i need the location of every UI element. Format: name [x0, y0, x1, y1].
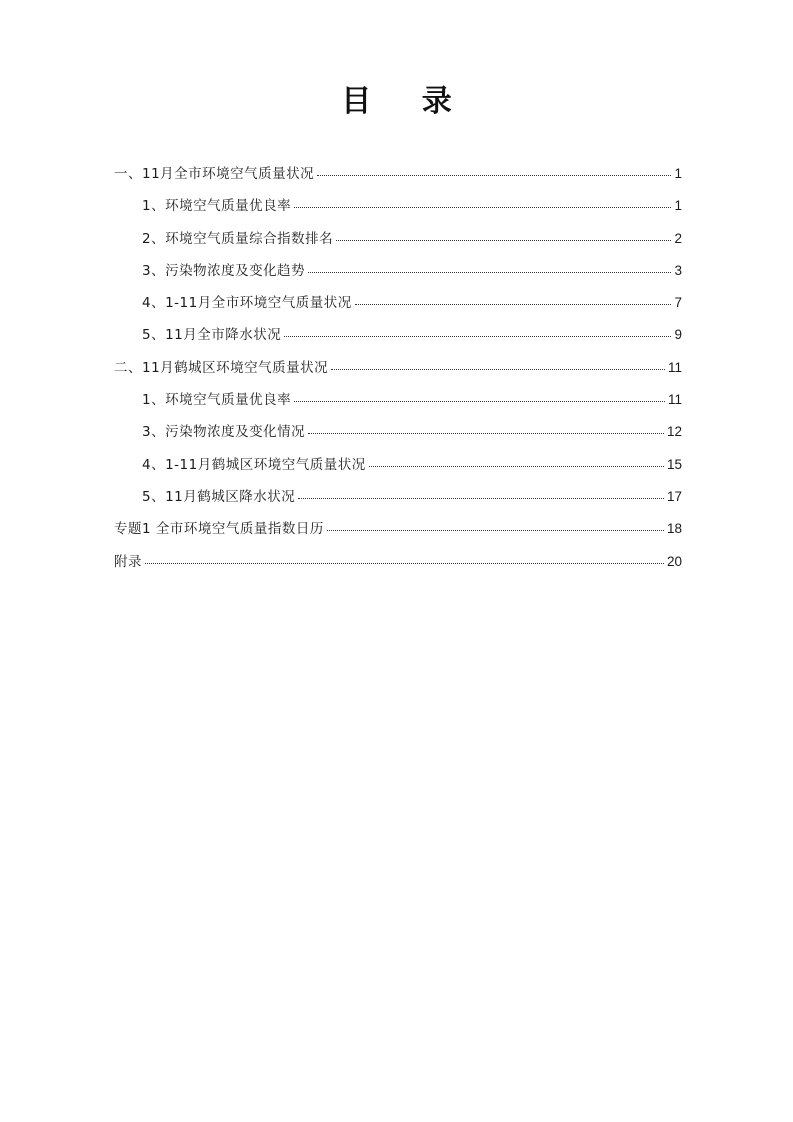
toc-entry[interactable] [114, 416, 682, 448]
toc-entry-label: 4、1-11月全市环境空气质量状况 [142, 295, 352, 312]
toc-entry-label: 1、环境空气质量优良率 [142, 392, 292, 409]
dot-leader [308, 258, 671, 273]
toc-entry-page-number: 20 [666, 553, 682, 569]
toc-entry-label: 3、污染物浓度及变化情况 [142, 424, 306, 441]
toc-entry[interactable] [114, 255, 682, 287]
dot-leader [327, 516, 664, 531]
toc-entry[interactable] [114, 513, 682, 545]
dot-leader [369, 452, 664, 467]
toc-entry-label: 1、环境空气质量优良率 [142, 198, 292, 215]
dot-leader [294, 193, 671, 208]
toc-entry[interactable] [114, 449, 682, 481]
toc-entry[interactable] [114, 352, 682, 384]
toc-entry-page-number: 15 [666, 456, 682, 472]
toc-entry[interactable] [114, 319, 682, 351]
toc-entry[interactable] [114, 190, 682, 222]
page-title: 目 录 [341, 84, 472, 119]
dot-leader [317, 161, 671, 176]
toc-entry-label: 一、11月全市环境空气质量状况 [114, 166, 315, 182]
dot-leader [294, 387, 665, 402]
toc-entry-page-number: 7 [674, 295, 682, 311]
toc-entry[interactable] [114, 384, 682, 416]
dot-leader [298, 484, 664, 499]
toc-entry-page-number: 3 [674, 262, 682, 278]
toc-entry-label: 3、污染物浓度及变化趋势 [142, 262, 306, 279]
toc-entry-label: 附录 [114, 553, 142, 570]
toc-entry[interactable] [114, 158, 682, 190]
dot-leader [145, 549, 664, 564]
toc-entry-page-number: 11 [667, 359, 682, 375]
dot-leader [331, 355, 665, 370]
toc-entry-page-number: 9 [674, 327, 682, 343]
toc-entry-label: 5、11月鹤城区降水状况 [142, 488, 296, 505]
toc-entry-label: 5、11月全市降水状况 [142, 327, 282, 344]
dot-leader [336, 226, 671, 241]
toc-entry[interactable] [114, 481, 682, 513]
toc-entry[interactable] [114, 223, 682, 255]
toc-entry-page-number: 1 [674, 166, 682, 181]
dot-leader [308, 419, 664, 434]
dot-leader [284, 322, 671, 337]
toc-entry[interactable] [114, 287, 682, 319]
toc-entry-label: 4、1-11月鹤城区环境空气质量状况 [142, 456, 366, 473]
toc-entry-label: 二、11月鹤城区环境空气质量状况 [114, 359, 329, 376]
toc-entry-page-number: 2 [674, 230, 682, 246]
toc-entry-page-number: 12 [666, 424, 682, 440]
toc-entry-page-number: 11 [667, 392, 682, 408]
toc-entry-label: 2、环境空气质量综合指数排名 [142, 230, 334, 247]
toc-entry-page-number: 17 [666, 488, 682, 504]
dot-leader [355, 290, 672, 305]
toc-entry-page-number: 18 [666, 521, 682, 537]
toc-entry-page-number: 1 [674, 198, 682, 214]
toc-entry-label: 专题1 全市环境空气质量指数日历 [114, 521, 324, 538]
table-of-contents [114, 158, 682, 578]
toc-entry[interactable] [114, 546, 682, 578]
